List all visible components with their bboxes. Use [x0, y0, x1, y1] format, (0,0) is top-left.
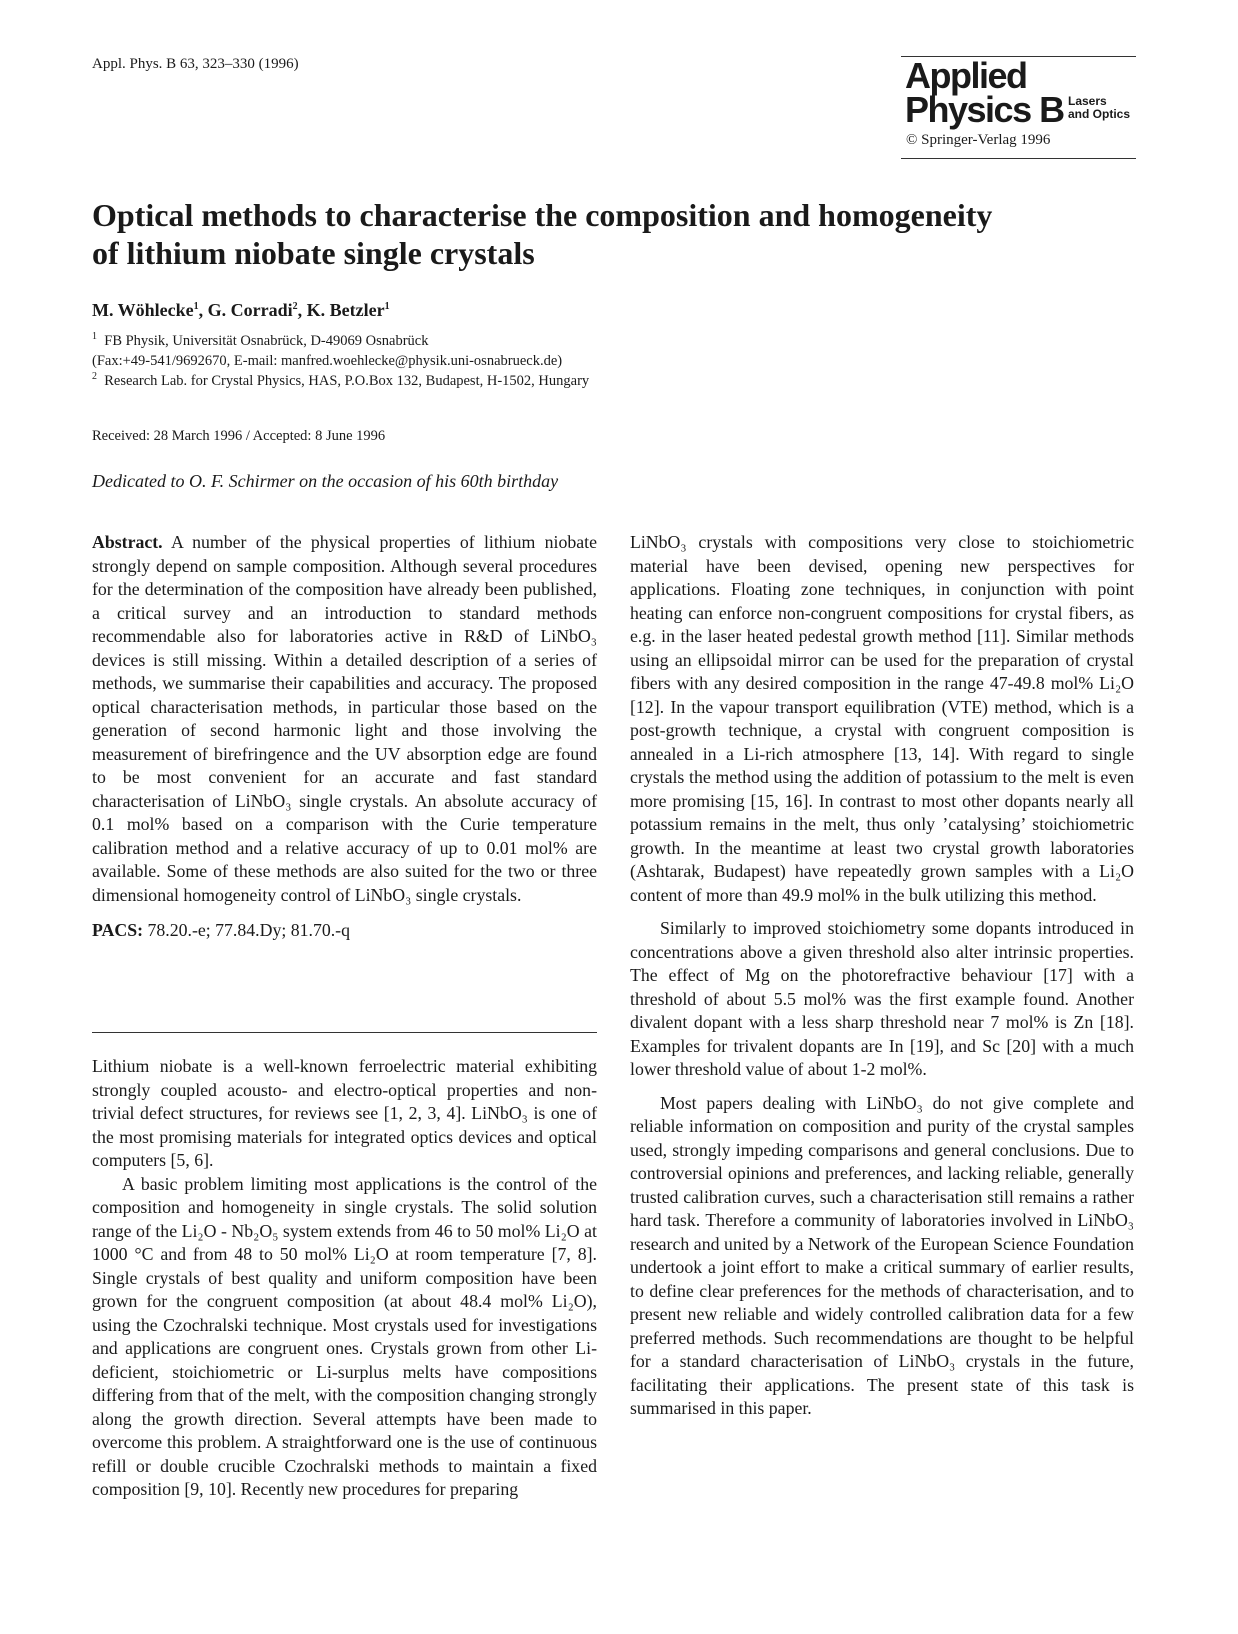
- intro-right-column: [630, 531, 1134, 1421]
- affiliation-contact: [92, 351, 1092, 371]
- journal-logo-subtitle: [1068, 95, 1130, 121]
- logo-bottom-rule: [901, 158, 1136, 159]
- pacs-codes: 78.20.-e; 77.84.Dy; 81.70.-q: [147, 920, 350, 940]
- body-paragraph: LiNbO₃ crystals with compositions very close to stoichiometric material have been devised, opening new perspectives for applications. Floating zone techniques, in conjunction with point heating can enforce non-congruent compositions for crystal fibers, as e.g. in the laser heated pedestal growth method [11]. Similar methods using an ellipsoidal mirror can be used for the preparation of crystal fibers with any desired composition in the range 47-49.8 mol% Li₂O [12]. In the vapour transport equilibration (VTE) method, which is a post-growth technique, a crystal with congruent composition is annealed in a Li-rich atmosphere [13, 14]. With regard to single crystals the method using the addition of potassium to the melt is even more promising [15, 16]. In contrast to most other dopants nearly all potassium remains in the melt, thus only ’catalysing’ stoichiometric growth. In the meantime at least two crystal growth laboratories (Ashtarak, Budapest) have repeatedly grown samples with a Li₂O content of more than 49.9 mol% in the bulk utilizing this method.: [630, 532, 1134, 905]
- affiliation-2: [92, 371, 1092, 391]
- journal-logo-applied: Applied: [905, 55, 1027, 96]
- received-dates: Received: 28 March 1996 / Accepted: 8 June 1996: [92, 428, 386, 444]
- journal-logo-physics: Physics B: [905, 89, 1064, 130]
- author-name: K. Betzler: [306, 300, 385, 320]
- article-title-line1: Optical methods to characterise the composition and homogeneity: [92, 197, 993, 233]
- author-affiliation-mark: 1: [384, 301, 390, 312]
- body-paragraph: A basic problem limiting most applications is the control of the composition and homogeneity in single crystals. The solid solution range of the Li₂O - Nb₂O₅ system extends from 46 to 50 mol% Li₂O at 1000 °C and from 48 to 50 mol% Li₂O at room temperature [7, 8]. Single crystals of best quality and uniform composition have been grown for the congruent composition (at about 48.4 mol% Li₂O), using the Czochralski technique. Most crystals used for investigations and applications are congruent ones. Crystals grown from other Li-deficient, stoichiometric or Li-surplus melts have compositions differing from that of the melt, with the composition changing strongly along the growth direction. Several attempts have been made to overcome this problem. A straightforward one is the use of continuous refill or double crucible Czochralski methods to maintain a fixed composition [9, 10]. Recently new procedures for preparing: [92, 1173, 597, 1499]
- copyright-notice: © Springer-Verlag 1996: [906, 132, 1051, 148]
- affiliation-mark: 1: [92, 331, 97, 343]
- pacs-line: [92, 919, 597, 943]
- affiliation-mark: 2: [92, 371, 97, 383]
- body-paragraph: Similarly to improved stoichiometry some dopants introduced in concentrations above a given threshold also alter intrinsic properties. The effect of Mg on the photorefractive behaviour [17] with a threshold of about 5.5 mol% was the first example found. Another divalent dopant with a less sharp threshold near 7 mol% is Zn [18]. Examples for trivalent dopants are In [19], and Sc [20] with a much lower threshold value of about 1-2 mol%.: [630, 918, 1134, 1079]
- author-affiliation-mark: 1: [193, 301, 199, 312]
- author-name: G. Corradi: [207, 300, 293, 320]
- abstract: [92, 531, 597, 943]
- journal-citation: Appl. Phys. B 63, 323–330 (1996): [92, 56, 299, 72]
- affiliation-1: [92, 331, 1092, 351]
- article-title-line2: of lithium niobate single crystals: [92, 235, 535, 271]
- affiliation-text: Research Lab. for Crystal Physics, HAS, P.O.Box 132, Budapest, H-1502, Hungary: [104, 373, 590, 389]
- abstract-label: Abstract.: [92, 532, 163, 552]
- affiliation-text: FB Physik, Universität Osnabrück, D-49069 Osnabrück: [104, 333, 429, 349]
- dedication: Dedicated to O. F. Schirmer on the occasion of his 60th birthday: [92, 471, 559, 491]
- intro-left-column: [92, 1055, 597, 1502]
- journal-logo-subtitle-line2: and Optics: [1068, 107, 1131, 121]
- section-divider: [92, 1032, 597, 1033]
- abstract-text: A number of the physical properties of lithium niobate strongly depend on sample composition. Although several procedures for the determination of the composition have already been published, a critical survey and an introduction to standard methods recommendable also for laboratories active in R&D of LiNbO₃ devices is still missing. Within a detailed description of a series of methods, we summarise their capabilities and accuracy. The proposed optical characterisation methods, in particular those based on the generation of second harmonic light and those involving the measurement of birefringence and the UV absorption edge are found to be most convenient for an accurate and fast standard characterisation of LiNbO₃ single crystals. An absolute accuracy of 0.1 mol% based on a comparison with the Curie temperature calibration method and a relative accuracy of up to 0.01 mol% are available. Some of these methods are also suited for the two or three dimensional homogeneity control of LiNbO₃ single crystals.: [92, 532, 597, 905]
- author-affiliation-mark: 2: [292, 301, 298, 312]
- body-paragraph: Most papers dealing with LiNbO₃ do not give complete and reliable information on composition and purity of the crystal samples used, strongly impeding comparisons and general conclusions. Due to controversial opinions and preferences, and lacking reliable, generally trusted calibration curves, such a characterisation still remains a rather hard task. Therefore a community of laboratories involved in LiNbO₃ research and united by a Network of the European Science Foundation undertook a joint effort to make a critical summary of earlier results, to define clear preferences for the methods of characterisation, and to present new reliable and widely controlled calibration data for a few preferred methods. Such recommendations are thought to be helpful for a standard characterisation of LiNbO₃ crystals in the future, facilitating their applications. The present state of this task is summarised in this paper.: [630, 1092, 1134, 1418]
- pacs-label: PACS:: [92, 920, 144, 940]
- journal-logo-subtitle-line1: Lasers: [1068, 94, 1107, 108]
- article-title: [92, 196, 1152, 272]
- abstract-paragraph: [92, 531, 597, 907]
- author-name: M. Wöhlecke: [92, 300, 194, 320]
- body-paragraph: Lithium niobate is a well-known ferroelectric material exhibiting strongly coupled acousto- and electro-optical properties and non-trivial defect structures, for reviews see [1, 2, 3, 4]. LiNbO₃ is one of the most promising materials for integrated optics devices and optical computers [5, 6].: [92, 1056, 597, 1170]
- author-list: M. Wöhlecke$^1$, G. Corradi$^2$, K. Betzler$^1$: [92, 300, 390, 320]
- affiliation-text: (Fax:+49-541/9692670, E-mail: manfred.woehlecke@physik.uni-osnabrueck.de): [92, 353, 563, 369]
